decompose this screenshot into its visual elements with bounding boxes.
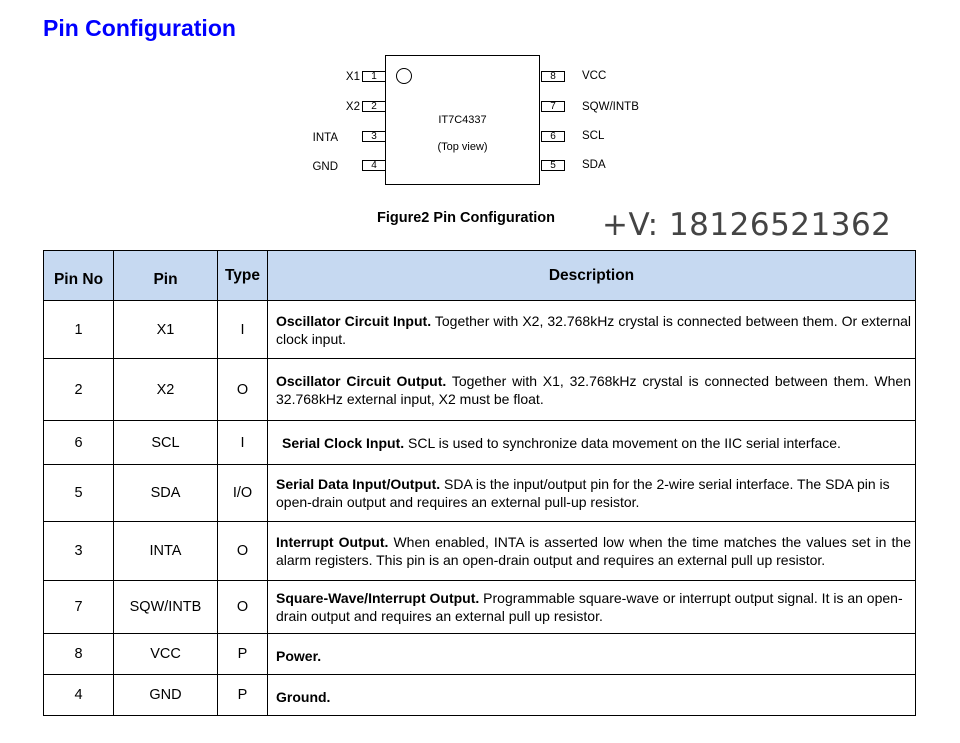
pin1-marker-icon <box>396 68 412 84</box>
cell-type: I/O <box>218 465 268 522</box>
pin-label-x2: X2 <box>345 101 360 113</box>
table-row <box>44 301 916 359</box>
pin-label-sqw-intb: SQW/INTB <box>582 101 639 113</box>
pin-number-7: 7 <box>541 101 565 112</box>
header-pin-no: Pin No <box>44 251 114 301</box>
cell-description <box>268 421 916 465</box>
cell-description <box>268 359 916 421</box>
cell-pin: X1 <box>114 301 218 359</box>
header-pin: Pin <box>114 251 218 301</box>
pin-number-1: 1 <box>362 71 386 82</box>
pin-label-x1: X1 <box>345 71 360 83</box>
cell-pin-no: 8 <box>44 634 114 675</box>
pin-description-table <box>43 250 916 716</box>
chip-body <box>385 55 540 185</box>
pin-label-sda: SDA <box>582 159 606 171</box>
cell-type: O <box>218 581 268 634</box>
table-header-row <box>44 251 916 301</box>
description-text: Together with X1, 32.768kHz crystal is connected between them. When 32.768kHz external input, X2 must be float. <box>276 372 911 407</box>
cell-pin-no: 4 <box>44 675 114 716</box>
cell-pin: VCC <box>114 634 218 675</box>
cell-type: P <box>218 634 268 675</box>
pin-label-vcc: VCC <box>582 70 607 82</box>
cell-pin: GND <box>114 675 218 716</box>
cell-description <box>268 522 916 581</box>
header-description: Description <box>268 251 916 301</box>
description-text: SDA is the input/output pin for the 2-wire serial interface. The SDA pin is open-drain output and requires an external pull-up resistor. <box>276 476 890 510</box>
cell-description <box>268 675 916 716</box>
pin-number-5: 5 <box>541 160 565 171</box>
watermark-contact: +V: 18126521362 <box>602 207 892 243</box>
cell-type: O <box>218 359 268 421</box>
page-title: Pin Configuration <box>43 15 236 41</box>
cell-description <box>268 301 916 359</box>
pin-label-scl: SCL <box>582 130 605 142</box>
pin-number-3: 3 <box>362 131 386 142</box>
table-row <box>44 522 916 581</box>
table-row <box>44 465 916 522</box>
cell-pin-no: 6 <box>44 421 114 465</box>
description-text: SCL is used to synchronize data movement on the IIC serial interface. <box>404 434 841 451</box>
pin-number-8: 8 <box>541 71 565 82</box>
table-row <box>44 675 916 716</box>
pin-label-gnd: GND <box>312 161 338 173</box>
description-text: Programmable square-wave or interrupt output signal. It is an open-drain output and requires an external pull up resistor. <box>276 590 903 624</box>
figure-caption: Figure2 Pin Configuration <box>377 210 556 226</box>
description-title: Power. <box>276 648 322 664</box>
description-title: Oscillator Circuit Input. <box>276 312 432 329</box>
description-text: When enabled, INTA is asserted low when the time matches the values set in the alarm registers. This pin is an open-drain output and requires an external pull up resistor. <box>276 534 911 568</box>
table-row <box>44 421 916 465</box>
description-text: Together with X2, 32.768kHz crystal is connected between them. Or external clock input. <box>276 312 912 347</box>
chip-name: IT7C4337 <box>438 114 487 126</box>
cell-description <box>268 634 916 675</box>
header-type: Type <box>218 251 268 301</box>
pin-number-2: 2 <box>362 101 386 112</box>
table-row <box>44 634 916 675</box>
description-title: Oscillator Circuit Output. <box>276 372 447 389</box>
pin-label-inta: INTA <box>312 132 338 144</box>
description-title: Square-Wave/Interrupt Output. <box>276 590 480 606</box>
cell-description <box>268 581 916 634</box>
cell-pin: SDA <box>114 465 218 522</box>
table-row <box>44 359 916 421</box>
cell-pin-no: 7 <box>44 581 114 634</box>
cell-pin-no: 1 <box>44 301 114 359</box>
cell-type: I <box>218 301 268 359</box>
description-title: Interrupt Output. <box>276 534 389 550</box>
pin-diagram <box>300 55 660 190</box>
cell-pin-no: 5 <box>44 465 114 522</box>
cell-pin: SQW/INTB <box>114 581 218 634</box>
cell-pin: SCL <box>114 421 218 465</box>
cell-pin: X2 <box>114 359 218 421</box>
cell-type: P <box>218 675 268 716</box>
description-title: Ground. <box>276 689 331 705</box>
cell-type: O <box>218 522 268 581</box>
table-row <box>44 581 916 634</box>
description-title: Serial Clock Input. <box>282 434 405 451</box>
cell-pin: INTA <box>114 522 218 581</box>
cell-type: I <box>218 421 268 465</box>
chip-view-label: (Top view) <box>437 141 488 153</box>
cell-pin-no: 3 <box>44 522 114 581</box>
cell-description <box>268 465 916 522</box>
pin-number-6: 6 <box>541 131 565 142</box>
pin-number-4: 4 <box>362 160 386 171</box>
cell-pin-no: 2 <box>44 359 114 421</box>
description-title: Serial Data Input/Output. <box>276 476 441 492</box>
